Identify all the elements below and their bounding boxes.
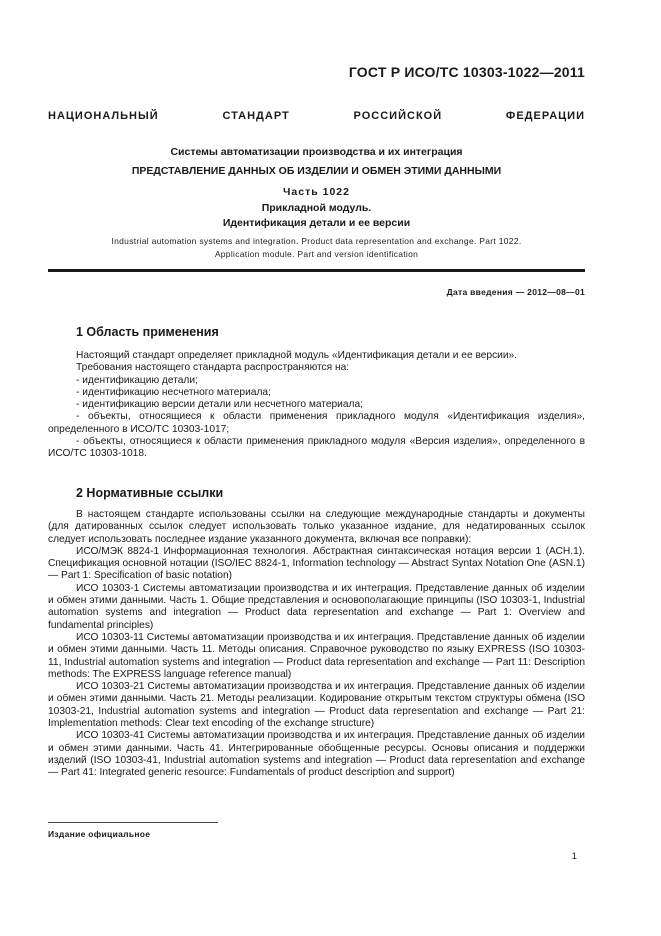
module-label: Прикладной модуль. xyxy=(261,202,372,214)
footer-divider xyxy=(48,822,218,823)
reference-item: ИСО 10303-11 Системы автоматизации производства и их интеграция. Представление данных об изделии и обмен этими данными. Часть 11. Методы описания. Справочное руководство по языку EXPRESS (ISO 10303-11, Industrial automation systems and integration — Product data representation and exchange — Part 11: Description methods: The EXPRESS language reference manual) xyxy=(48,631,585,680)
title-line-1: Системы автоматизации производства и их интеграция xyxy=(170,146,463,158)
reference-item: ИСО 10303-41 Системы автоматизации производства и их интеграция. Представление данных об изделии и обмен этими данными. Часть 41. Интегрированные обобщенные ресурсы. Основы описания и поддержки изделий (ISO 10303-41, Industrial automation systems and integration — Product data representation and exchange — Part 41: Integrated generic resource: Fundamentals of product description and support) xyxy=(48,730,585,779)
document-code: ГОСТ Р ИСО/ТС 10303-1022—2011 xyxy=(348,64,585,80)
paragraph: - объекты, относящиеся к области применения прикладного модуля «Версия изделия», определенного в ИСО/ТС 10303-1018. xyxy=(48,436,585,460)
title-divider xyxy=(48,269,585,272)
title-line-2: ПРЕДСТАВЛЕНИЕ ДАННЫХ ОБ ИЗДЕЛИИ И ОБМЕН ЭТИМИ ДАННЫМИ xyxy=(131,165,502,177)
part-number: Часть 1022 xyxy=(283,186,350,198)
reference-item: ИСО 10303-1 Системы автоматизации производства и их интеграция. Представление данных об изделии и обмен этими данными. Часть 1. Общие представления и основополагающие принципы (ISO 10303-1, Industrial automation systems and integration — Product data representation and exchange — Part 1: Overview and fundamental principles) xyxy=(48,582,585,631)
reference-item: ИСО 10303-21 Системы автоматизации производства и их интеграция. Представление данных об изделии и обмен этими данными. Часть 21. Методы реализации. Кодирование открытым текстом структуры обмена (ISO 10303-21, Industrial automation systems and integration — Product data representation and exchange — Part 21: Implementation methods: Clear text encoding of the exchange structure) xyxy=(48,681,585,730)
edition-label: Издание официальное xyxy=(48,829,151,839)
title-block xyxy=(48,145,585,261)
intro-date: Дата введения — 2012—08—01 xyxy=(446,287,585,297)
section-normative-references xyxy=(48,485,585,780)
module-name: Идентификация детали и ее версии xyxy=(222,217,411,229)
section-heading: 1 Область применения xyxy=(76,325,219,339)
section-heading: 2 Нормативные ссылки xyxy=(76,486,224,500)
list-item: - идентификацию несчетного материала; xyxy=(76,386,271,398)
list-item: - идентификацию детали; xyxy=(76,374,198,386)
reference-item: ИСО/МЭК 8824-1 Информационная технология. Абстрактная синтаксическая нотация версии 1 (АСН.1). Спецификация основной нотации (ISO/IEC 8824-1, Information technology — Abstract Syntax Notation One (ASN.1) — Part 1: Specification of basic notation) xyxy=(48,545,585,582)
english-title-line-2: Application module. Part and version identification xyxy=(214,249,419,259)
paragraph: Требования настоящего стандарта распространяются на: xyxy=(76,362,350,374)
english-title-line-1: Industrial automation systems and integration. Product data representation and exchange. Part 1022. xyxy=(111,236,522,246)
section-scope xyxy=(48,324,585,461)
paragraph: В настоящем стандарте использованы ссылки на следующие международные стандарты и документы (для датированных ссылок следует использовать только указанное издание, для недатированных ссылок следует использовать последнее издание указанного документа, включая все поправки): xyxy=(48,509,585,545)
paragraph: Настоящий стандарт определяет прикладной модуль «Идентификация детали и ее версии». xyxy=(76,350,518,361)
page-number: 1 xyxy=(571,851,577,862)
list-item: - идентификацию версии детали или несчетного материала; xyxy=(76,399,363,411)
paragraph: - объекты, относящиеся к области применения прикладного модуля «Идентификация изделия», определенного в ИСО/ТС 10303-1017; xyxy=(48,411,585,435)
national-standard-banner: НАЦИОНАЛЬНЫЙ СТАНДАРТ РОССИЙСКОЙ ФЕДЕРАЦИИ xyxy=(48,110,585,122)
